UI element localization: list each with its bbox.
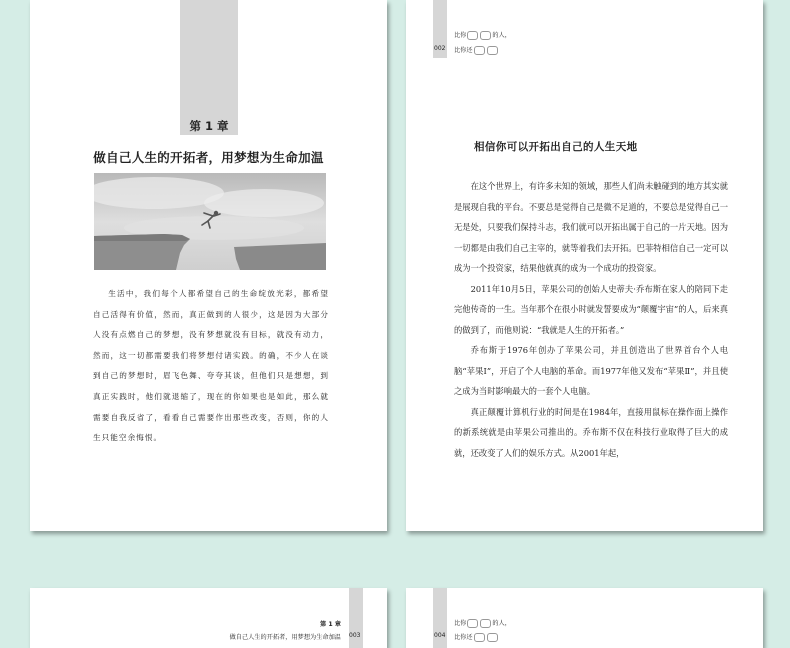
paragraph: 在这个世界上，有许多未知的领域，那些人们尚未触碰到的地方其实就是展现自我的平台。不要总是觉得自己是微不足道的，不要总是觉得自己一无是处，只要我们保持斗志，我们就可以开拓出属于自己的一片天地。因为一切都是由我们自己主宰的，就等着我们去开拓。巴菲特相信自己一定可以成为一个投资家，结果他就真的成为一个成功的投资家。 bbox=[454, 181, 728, 273]
running-head-chapter: 第 1 章 bbox=[320, 621, 341, 628]
running-head-band bbox=[349, 588, 363, 648]
chapter-label: 第 1 章 bbox=[189, 119, 229, 133]
ruby-mark-icon bbox=[487, 46, 498, 55]
paragraph: 真正颠覆计算机行业的时间是在1984年，直接用鼠标在操作面上操作的新系统就是由苹果公司推出的。乔布斯不仅在科技行业取得了巨大的成就，还改变了人们的娱乐方式。从2001年起， bbox=[454, 406, 728, 458]
running-head-line-2: 比你还 bbox=[454, 632, 499, 642]
running-head-title: 做自己人生的开拓者，用梦想为生命加温 bbox=[229, 634, 341, 641]
running-head-line-1: 比你 的人， bbox=[454, 32, 511, 39]
ruby-mark-icon bbox=[480, 619, 491, 628]
page-folio: 004 bbox=[434, 632, 446, 639]
page-folio: 002 bbox=[434, 45, 446, 52]
chapter-band bbox=[180, 0, 238, 135]
chapter-title: 做自己人生的开拓者，用梦想为生命加温 bbox=[93, 150, 324, 165]
ruby-mark-icon bbox=[474, 46, 485, 55]
ruby-mark-icon bbox=[474, 633, 485, 642]
page-text-004 bbox=[406, 588, 763, 648]
cliff-jump-photo bbox=[94, 173, 326, 270]
ruby-mark-icon bbox=[487, 633, 498, 642]
paragraph: 2011年10月5日，苹果公司的创始人史蒂夫·乔布斯在家人的陪同下走完他传奇的一生。当年那个在很小时就发誓要成为“颠覆宇宙”的人，后来真的做到了，而他则说：“我就是人生的开拓者。” bbox=[454, 283, 728, 335]
running-head-line-1: 比你 的人， bbox=[454, 620, 511, 627]
ruby-mark-icon bbox=[480, 31, 491, 40]
page-text-002 bbox=[406, 0, 763, 531]
page-chapter-opening bbox=[30, 0, 387, 531]
running-head-band bbox=[433, 588, 447, 648]
page-folio: 003 bbox=[349, 632, 361, 639]
ruby-mark-icon bbox=[467, 619, 478, 628]
page-text-003 bbox=[30, 588, 387, 648]
section-title: 相信你可以开拓出自己的人生天地 bbox=[474, 141, 638, 153]
chapter-intro: 生活中，我们每个人都希望自己的生命绽放光彩，都希望自己活得有价值，然而，真正做到的人很少，这是因为大部分人没有点燃自己的梦想，没有梦想就没有目标，就没有动力，然而，这一切都需要我们将梦想付诸实践。的确，不少人在谈到自己的梦想时，眉飞色舞、夸夸其谈，但他们只是想想，到真正实践时，他们就退缩了，现在的你如果也是如此，那么就需要自我反省了，看看自己需要作出那些改变，否则，你的人生只能空余悔恨。 bbox=[93, 289, 329, 443]
body-text bbox=[454, 176, 728, 463]
paragraph: 乔布斯于1976年创办了苹果公司，并且创造出了世界首台个人电脑“苹果Ⅰ”，开启了个人电脑的革命。而1977年他又发布“苹果Ⅱ”，并且使之成为当时影响最大的一套个人电脑。 bbox=[454, 345, 728, 396]
running-head-line-2: 比你还 bbox=[454, 45, 499, 55]
ruby-mark-icon bbox=[467, 31, 478, 40]
